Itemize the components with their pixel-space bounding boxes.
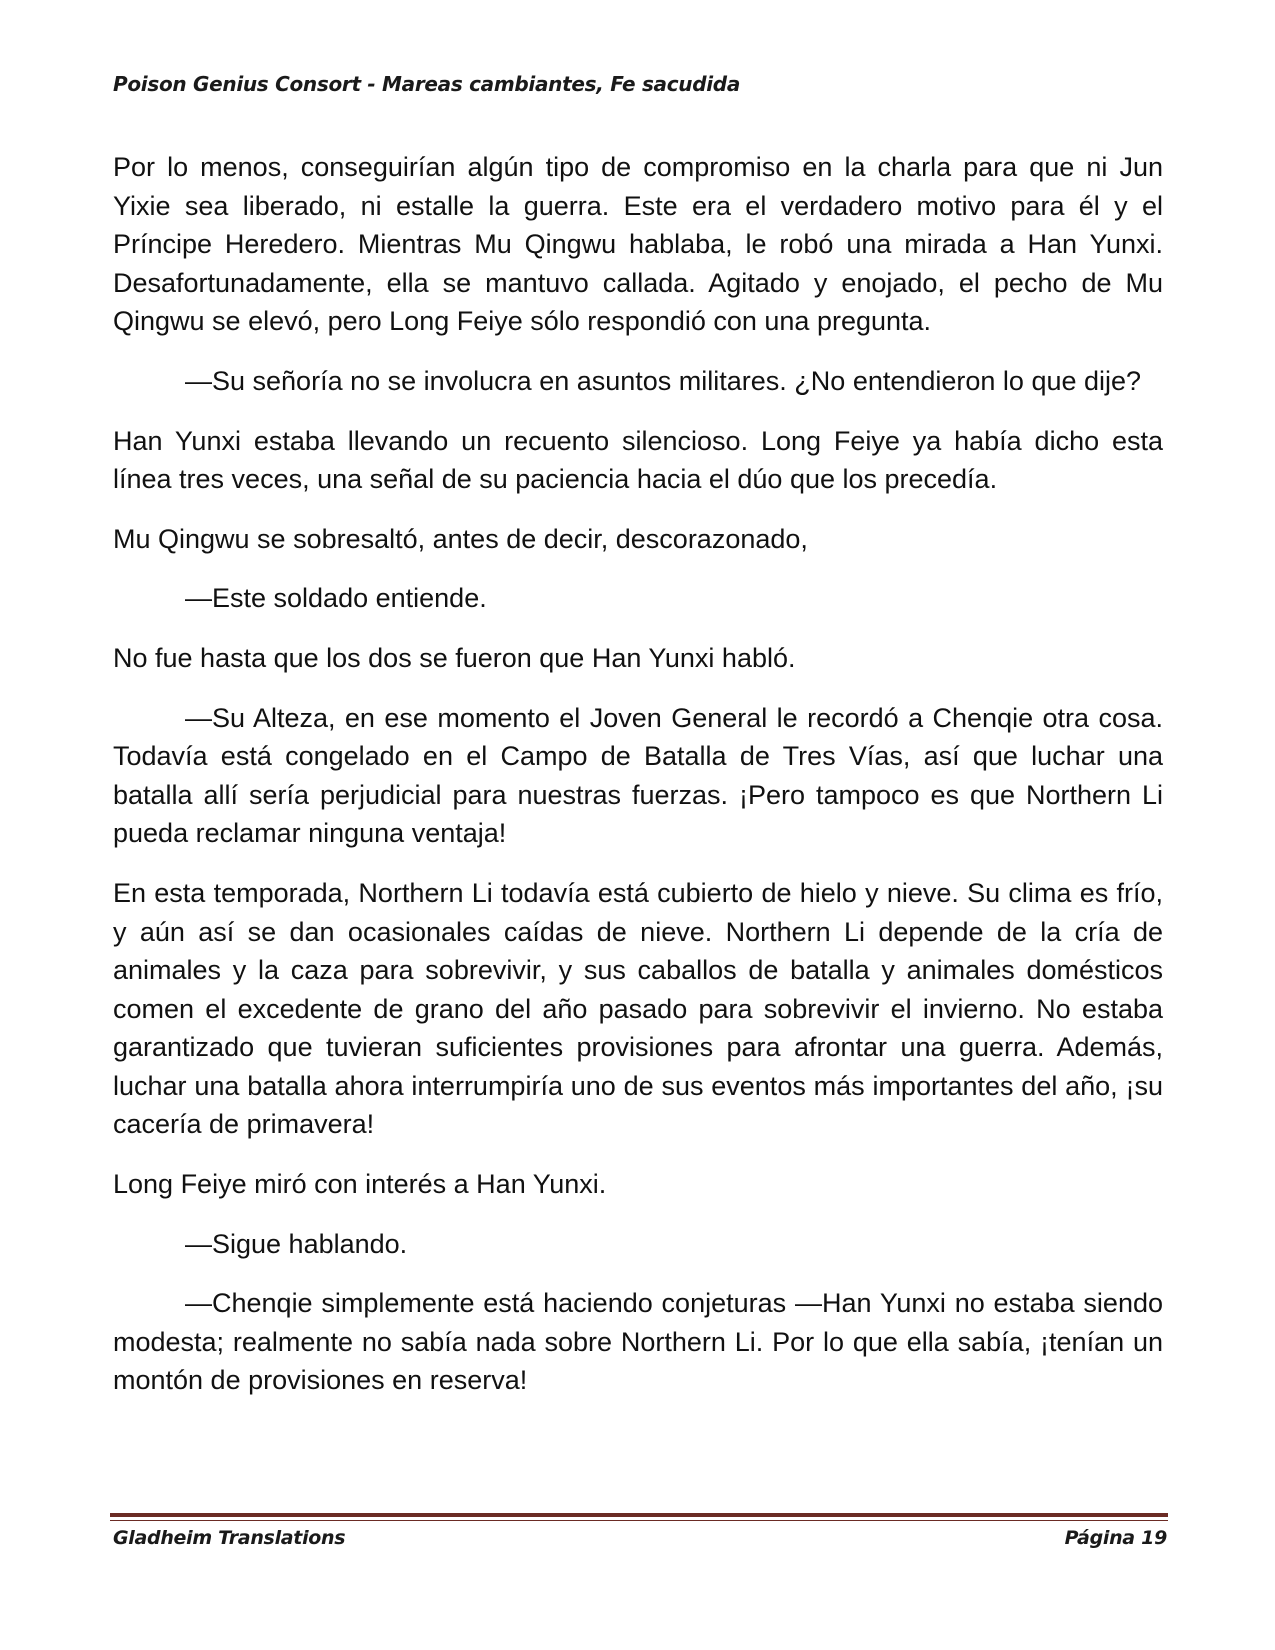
paragraph: —Sigue hablando.	[185, 1228, 408, 1259]
body-text	[113, 148, 1163, 1421]
paragraph: Long Feiye miró con interés a Han Yunxi.	[113, 1169, 607, 1200]
page-number: Página 19	[1064, 1527, 1167, 1549]
paragraph: —Chenqie simplemente está haciendo conjeturas —Han Yunxi no estaba siendo modesta; realmente no sabía nada sobre Northern Li. Por lo que ella sabía, ¡tenían un montón de provisiones en reserva!	[113, 1288, 1163, 1396]
paragraph: Han Yunxi estaba llevando un recuento silencioso. Long Feiye ya había dicho esta línea tres veces, una señal de su paciencia hacia el dúo que los precedía.	[113, 425, 1163, 495]
paragraph: No fue hasta que los dos se fueron que Han Yunxi habló.	[113, 642, 796, 673]
paragraph: —Su Alteza, en ese momento el Joven General le recordó a Chenqie otra cosa. Todavía está congelado en el Campo de Batalla de Tres Vías, así que luchar una batalla allí sería perjudicial para nuestras fuerzas. ¡Pero tampoco es que Northern Li pueda reclamar ninguna ventaja!	[113, 702, 1163, 849]
paragraph: Mu Qingwu se sobresaltó, antes de decir, descorazonado,	[113, 523, 808, 554]
paragraph: —Este soldado entiende.	[185, 583, 487, 614]
footer-rule-thin	[110, 1520, 1168, 1521]
footer-rule	[110, 1513, 1168, 1517]
footer-credit: Gladheim Translations	[113, 1527, 346, 1549]
paragraph: En esta temporada, Northern Li todavía está cubierto de hielo y nieve. Su clima es frío, y aún así se dan ocasionales caídas de nieve. Northern Li depende de la cría de animales y la caza para sobrevivir, y sus caballos de batalla y animales domésticos comen el excedente de grano del año pasado para sobrevivir el invierno. No estaba garantizado que tuvieran suficientes provisiones para afrontar una guerra. Además, luchar una batalla ahora interrumpiría uno de sus eventos más importantes del año, ¡su cacería de primavera!	[113, 877, 1163, 1140]
page-header: Poison Genius Consort - Mareas cambiantes, Fe sacudida	[113, 72, 741, 96]
paragraph: —Su señoría no se involucra en asuntos militares. ¿No entendieron lo que dije?	[185, 365, 1142, 396]
paragraph: Por lo menos, conseguirían algún tipo de compromiso en la charla para que ni Jun Yixie sea liberado, ni estalle la guerra. Este era el verdadero motivo para él y el Príncipe Heredero. Mientras Mu Qingwu hablaba, le robó una mirada a Han Yunxi. Desafortunadamente, ella se mantuvo callada. Agitado y enojado, el pecho de Mu Qingwu se elevó, pero Long Feiye sólo respondió con una pregunta.	[113, 152, 1163, 337]
